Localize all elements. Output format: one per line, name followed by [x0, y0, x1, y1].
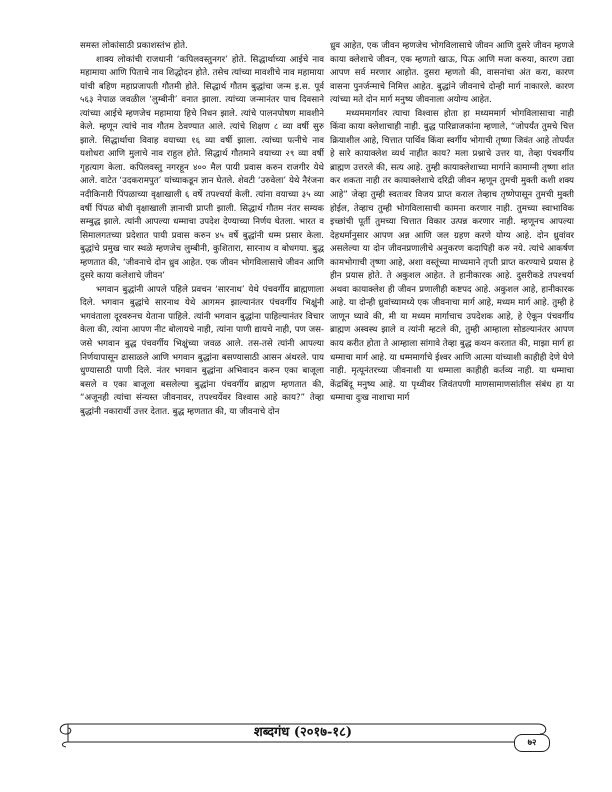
page-number: ७२ — [514, 734, 550, 752]
paragraph: समस्त लोकांसाठी प्रकाशस्तंभ होते. — [80, 41, 188, 51]
left-column — [80, 40, 324, 419]
paragraph: मध्यममार्गावर त्याचा विश्वास होता हा मध्यममार्ग भोगविलासाचा नाही किंवा काया क्लेशाचाही नाही. बुद्ध पारिव्राजकांना म्हणाले, “जोपर्यंत तुमचे चित्त क्रियाशील आहे, चित्तात पार्थिव किंवा स्वर्गीय भोगाची तृष्णा जिवंत आहे तोपर्यंत हे सारे कायाक्लेश व्यर्थ नाहीत काय? मला प्रश्नाचे उत्तर या, तेव्हा पंचवर्गीय ब्राह्मण उत्तरले की, सत्य आहे. तुम्ही कायाक्लेशाच्या मार्गाने कामाग्नी तृष्णा शांत कर शकता नाही तर कायाक्लेशाचे दरिद्री जीवन म्हणून तुमची मुक्ती कशी शक्य आहे” जेव्हा तुम्ही स्वतःवर विजय प्राप्त कराल तेव्हाच तृष्णेपासून तुमची मुक्ती होईल, तेव्हाच तुम्ही भोगविलासाची कामना करणार नाही. तुमच्या स्वाभाविक इच्छांची पूर्ती तुमच्या चित्तात विकार उत्पन्न करणार नाही. म्हणूनच आपल्या देहधर्मानुसार आपण अन्न आणि जल ग्रहण करणे योग्य आहे. दोन ध्रुवांवर असलेल्या या दोन जीवनप्रणालीचे अनुकरण कदापिही करु नये. त्यांचे आकर्षण कामभोगाची तृष्णा आहे, अशा वस्तूंच्या माध्यमाने तृप्ती प्राप्त करण्याचे प्रयास हे हीन प्रयास होते. ते अकुशल आहेत. ते हानीकारक आहे. दुसरीकडे तपश्चर्या अथवा कायाक्लेश ही जीवन प्रणालीही कष्टपद आहे. अकुशल आहे, हानीकारक आहे. या दोन्ही ध्रुवांच्यामध्ये एक जीवनाचा मार्ग आहे, मध्यम मार्ग आहे. तुम्ही हे जाणून घ्यावे की, मी या मध्यम मार्गाचाच उपदेशक आहे, हे ऐकून पंचवर्गीय ब्राह्मण अस्वस्थ झाले व त्यांनी म्हटले की, तुम्ही आम्हाला सोडल्यानंतर आपण काय करीत होता ते आम्हाला सांगावे तेव्हा बुद्ध कथन करतात की, माझा मार्ग हा धम्माचा मार्ग आहे. या धम्ममार्गाचे ईश्वर आणि आत्मा यांच्याशी काहीही देणे घेणे नाही. मृत्यूनंतरच्या जीवनाशी या धम्माला काहीही कर्तव्य नाही. या धम्माचा केंद्रबिंदू मनुष्य आहे. या पृथ्वीवर जिवंतपणी माणसामाणसांतील संबंध हा या धम्माचा दुःख नाशाचा मार्ग — [330, 108, 574, 404]
paragraph: भगवान बुद्धांनी आपले पहिले प्रवचन ‘सारनाथ’ येथे पंचवर्गीय ब्राह्मणाला दिले. भगवान बुद्धांचे सारनाथ येथे आगमन झाल्यानंतर पंचवर्गीय भिक्षुंनी भगवंताला दूरवरुनच येताना पाहिले. त्यांनी भगवान बुद्धांना पाहिल्यानंतर विचार केला की, त्यांना आपण नीट बोलायचे नाही, त्यांना पाणी द्यायचे नाही, पण जस-जसे भगवान बुद्ध पंचवर्गीय भिक्षुंच्या जवळ आले. तस-तसे त्यांनी आपल्या निर्णयापासून ढासाळले आणि भगवान बुद्धांना बसण्यासाठी आसन अंथरले. पाय धुण्यासाठी पाणी दिले. नंतर भगवान बुद्धांना अभिवादन करुन एका बाजूला बसले व एका बाजूला बसलेल्या बुद्धांना पंचवर्गीय ब्राह्मण म्हणतात की, “अजूनही त्यांचा संन्यस्त जीवनावर, तपश्चर्येवर विश्वास आहे काय?” तेव्हा बुद्धांनी नकारार्थी उत्तर देतात. बुद्ध म्हणतात की, या जीवनाचे दोन — [80, 284, 324, 417]
right-column — [330, 40, 574, 406]
publication-title: शब्दगंध (२०१७-१८) — [253, 725, 353, 740]
paragraph: ध्रुव आहेत, एक जीवन म्हणजेच भोगविलासाचे जीवन आणि दुसरे जीवन म्हणजे काया क्लेशाचे जीवन, एक म्हणतो खाऊ, पिऊ आणि मजा करुया, कारण उद्या आपण सर्व मरणार आहोत. दुसरा म्हणतो की, वासनांचा अंत करा, कारण वासना पुनर्जन्माचे निमित्त आहेत. बुद्धांने जीवनाचे दोन्ही मार्ग नाकारले. कारण त्यांच्या मते दोन मार्ग मनुष्य जीवनाला अयोग्य आहेत. — [330, 41, 574, 106]
paragraph: शाक्य लोकांची राजधानी ‘कपिलवस्तुनगर’ होते. सिद्धार्थाच्या आईचे नाव महामाया आणि पिताचे नाव शिद्धोदन होते. तसेच त्यांच्या मावशीचे नाव महामाया यांची बहिण महाप्रजापती गौतमी होते. सिद्धार्थ गौतम बुद्धांचा जन्म इ.स. पूर्व ५६३ नेपाळ जवळील ‘लुम्बीनी’ वनात झाला. त्यांच्या जन्मानंतर पाच दिवसाने त्यांच्या आईचे म्हणजेच महामाया हिचे निधन झाले. त्यांचे पालनपोषण मावशीने केले. म्हणून त्यांचे नाव गौतम ठेवण्यात आले. त्यांचे शिक्षण ८ व्या वर्षी सुरु झाले. सिद्धार्थाचा विवाह वयाच्या १६ व्या वर्षी झाला. त्यांच्या पत्नीचे नाव यशोधरा आणि मुलाचे नाव राहुल होते. सिद्धार्थ गौतमाने वयाच्या २९ व्या वर्षी गृहत्याग केला. कपिलवस्तु नगरहून ४०० मैल पायी प्रवास करुन राजगीर येथे आले. वाटेत ‘उदकरामपुत’ यांच्याकडून ज्ञान घेतले. शेवटी ‘उरुवेला’ येथे नैरंजना नदीकिनारी पिंपळाच्या वृक्षाखाली ६ वर्षे तपश्चर्या केली. त्यांना वयाच्या ३५ व्या वर्षी पिंपळ बोधी वृक्षाखाली ज्ञानाची प्राप्ती झाली. सिद्धार्थ गौतम नंतर सम्यक सम्बुद्ध झाले. त्यांनी आपल्या धम्माचा उपदेश देण्याच्या निर्णय घेतला. भारत व सिमालगतच्या प्रदेशात पायी प्रवास करुन ४५ वर्षे बुद्धांनी धम्म प्रसार केला. बुद्धांचे प्रमुख चार स्थळे म्हणजेच लुम्बीनी, कुशितारा, सारनाथ व बोधगया. बुद्ध म्हणतात की, ‘जीवनाचे दोन ध्रुव आहेत. एक जीवन भोगविलासाचे जीवन आणि दुसरे काया कलेशाचे जीवन’ — [80, 54, 324, 282]
footer-banner — [54, 718, 552, 748]
